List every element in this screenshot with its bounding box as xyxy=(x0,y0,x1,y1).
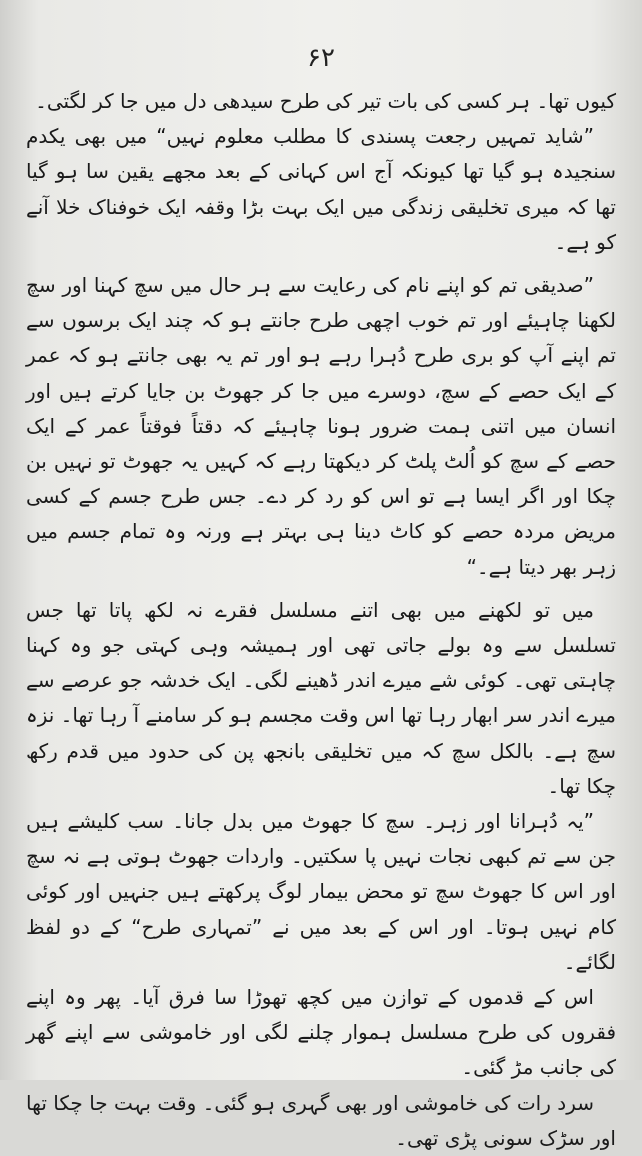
paragraph-1: کیوں تھا۔ ہر کسی کی بات تیر کی طرح سیدھی دل میں جا کر لگتی۔ xyxy=(35,89,616,113)
paragraph-6: اس کے قدموں کے توازن میں کچھ تھوڑا سا فرق آیا۔ پھر وہ اپنے فقروں کی طرح مسلسل ہموار چلنے لگی اور خاموشی سے اپنے گھر کی جانب مڑ گئی۔ xyxy=(26,985,616,1080)
page-text xyxy=(26,84,616,1156)
paragraph-4: میں تو لکھنے میں بھی اتنے مسلسل فقرے نہ لکھ پاتا تھا جس تسلسل سے وہ بولے جاتی تھی اور ہمیشہ وہی کہتی جو وہ کہنا چاہتی تھی۔ کوئی شے میرے اندر ڈھینے لگی۔ ایک خدشہ جو عرصے سے میرے اندر سر ابھار رہا تھا اس وقت مجسم ہو کر سامنے آ رہا تھا۔ نزہ سچ ہے۔ بالکل سچ کہ میں تخلیقی بانجھ پن کی حدود میں قدم رکھ چکا تھا۔ xyxy=(26,597,616,798)
paragraph-5: ”یہ دُہرانا اور زہر۔ سچ کا جھوٹ میں بدل جانا۔ سب کلیشے ہیں جن سے تم کبھی نجات نہیں پا سکتیں۔ واردات جھوٹ ہوتی ہے نہ سچ اور اس کا جھوٹ سچ تو محض بیمار لوگ پرکھتے ہیں جنہیں اور کوئی کام نہیں ہوتا۔ اور اس کے بعد میں نے ”تمہاری طرح“ کے دو لفظ لگائے۔ xyxy=(26,809,616,974)
paragraph-2: ”شاید تمہیں رجعت پسندی کا مطلب معلوم نہیں“ میں بھی یکدم سنجیدہ ہو گیا تھا کیونکہ آج اس کہانی کے بعد مجھے یقین سا ہو گیا تھا کہ میری تخلیقی زندگی میں ایک بہت بڑا وقفہ ایک خوفناک خلا آنے کو ہے۔ xyxy=(26,124,616,254)
page-number: ۶۲ xyxy=(307,43,335,73)
paragraph-7: سرد رات کی خاموشی اور بھی گہری ہو گئی۔ وقت بہت جا چکا تھا اور سڑک سونی پڑی تھی۔ xyxy=(26,1090,616,1150)
paragraph-3: ”صدیقی تم کو اپنے نام کی رعایت سے ہر حال میں سچ کہنا اور سچ لکھنا چاہیئے اور تم خوب اچھی طرح جانتے ہو کہ چند ایک برسوں سے تم اپنے آپ کو بری طرح دُہرا رہے ہو اور تم یہ بھی جانتے ہو کہ عمر کے ایک حصے کے سچ، دوسرے میں جا کر جھوٹ بن جایا کرتے ہیں اور انسان میں اتنی ہمت ضرور ہونا چاہیئے کہ دقتاً فوقتاً عمر کے ایک حصے کے سچ کو اُلٹ پلٹ کر دیکھتا رہے کہ کہیں یہ جھوٹ تو نہیں بن چکا اور اگر ایسا ہے تو اس کو رد کر دے۔ جس طرح جسم کے کسی مریض مردہ حصے کو کاٹ دینا ہی بہتر ہے ورنہ وہ تمام جسم میں زہر بھر دیتا ہے۔“ xyxy=(26,273,616,579)
